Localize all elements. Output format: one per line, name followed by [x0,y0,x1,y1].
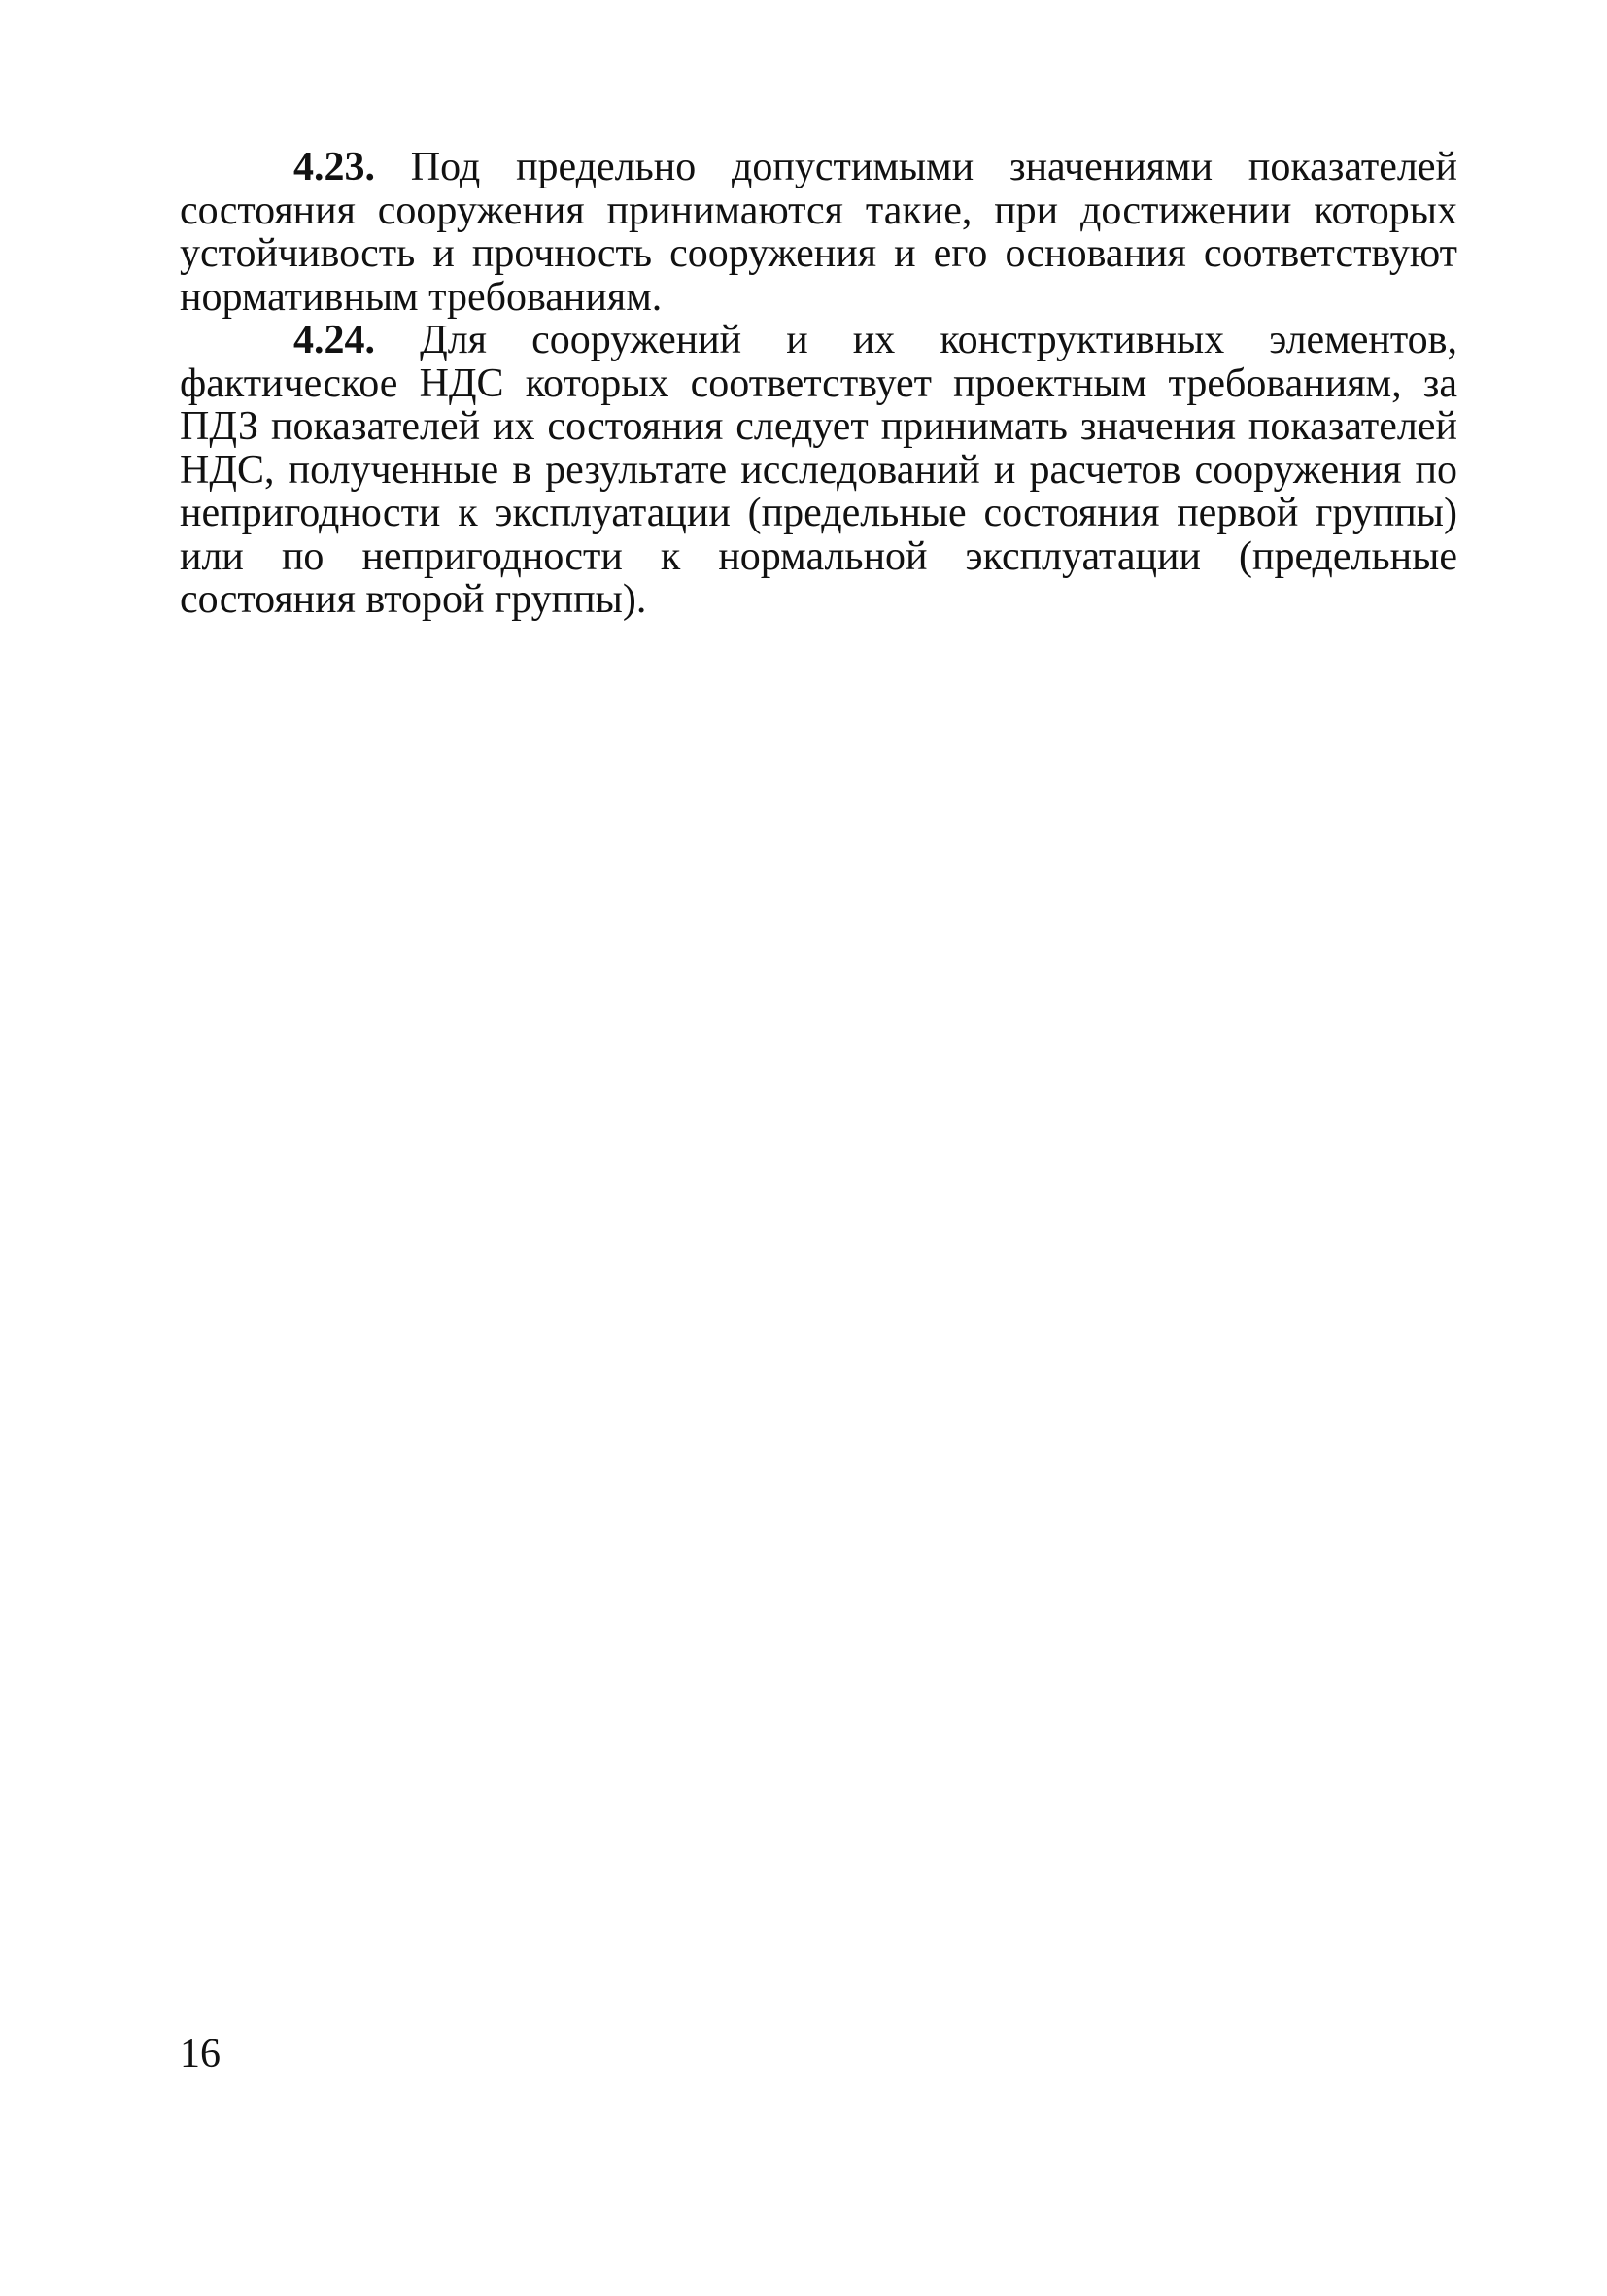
paragraph-4-23 [180,146,1457,319]
paragraph-text: Для сооружений и их конструктивных элементов, фактическое НДС которых соответствует проектным требованиям, за ПДЗ показателей их состояния следует принимать значения показателей НДС, полученные в результате исследований и расчетов сооружения по непригодности к эксплуатации (предельные состояния первой группы) или по непригодности к нормальной эксплуатации (предельные состояния второй группы). [180,318,1458,622]
document-body [180,146,1457,622]
page-number: 16 [180,2032,221,2076]
clause-number: 4.23. [293,145,375,189]
paragraph-4-24 [180,319,1457,622]
paragraph-text: Под предельно допустимыми значениями показателей состояния сооружения принимаются такие, при достижении которых устойчивость и прочность сооружения и его основания соответствуют нормативным требованиям. [180,145,1457,320]
clause-number: 4.24. [293,318,375,362]
